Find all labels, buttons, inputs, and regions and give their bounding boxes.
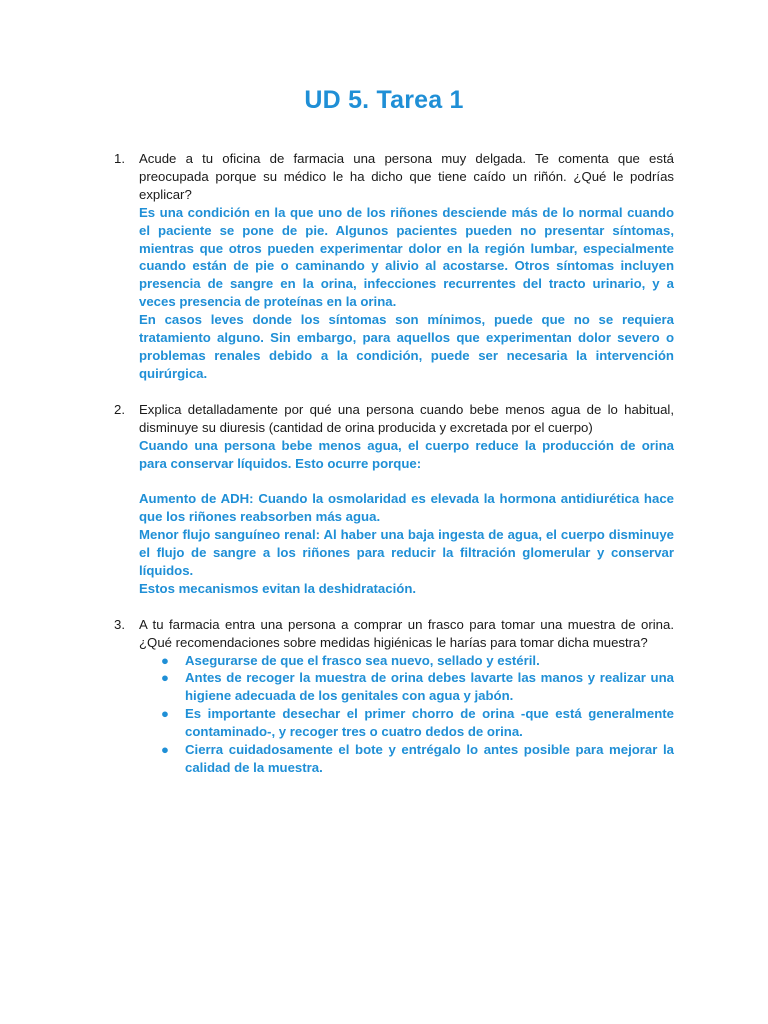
list-item <box>161 669 674 705</box>
blank-line <box>139 472 674 490</box>
list-item-text: Antes de recoger la muestra de orina debes lavarte las manos y realizar una higiene adecuada de los genitales con agua y jabón. <box>185 670 674 704</box>
list-item <box>161 652 674 670</box>
bullet-icon: ● <box>161 670 169 686</box>
document-title: UD 5. Tarea 1 <box>304 86 464 114</box>
list-item-text: Asegurarse de que el frasco sea nuevo, sellado y estéril. <box>185 652 540 668</box>
question-text: A tu farmacia entra una persona a comprar un frasco para tomar una muestra de orina. ¿Qué recomendaciones sobre medidas higiénicas le harías para tomar dicha muestra? <box>139 616 674 650</box>
question-number: 1. <box>114 151 125 166</box>
question-item-3 <box>114 616 674 777</box>
answer-paragraph: Cuando una persona bebe menos agua, el cuerpo reduce la producción de orina para conservar líquidos. Esto ocurre porque: <box>139 437 674 471</box>
answer-paragraph: Es una condición en la que uno de los riñones desciende más de lo normal cuando el paciente se pone de pie. Algunos pacientes pueden no presentar síntomas, mientras que otros pueden experimentar dolor en la región lumbar, especialmente cuando están de pie o caminando y alivio al acostarse. Otros síntomas incluyen presencia de sangre en la orina, infecciones recurrentes del tracto urinario, y a veces presencia de proteínas en la orina. <box>139 204 674 310</box>
list-item <box>161 705 674 741</box>
question-number: 3. <box>114 616 125 632</box>
answer-paragraph: Aumento de ADH: Cuando la osmolaridad es elevada la hormona antidiurética hace que los riñones reabsorben más agua. <box>139 491 674 525</box>
answer-paragraph: En casos leves donde los síntomas son mínimos, puede que no se requiera tratamiento alguno. Sin embargo, para aquellos que experimentan dolor severo o problemas renales debido a la condición, puede ser necesaria la intervención quirúrgica. <box>139 312 674 381</box>
question-text: Acude a tu oficina de farmacia una persona muy delgada. Te comenta que está preocupada porque su médico le ha dicho que tiene caído un riñón. ¿Qué le podrías explicar? <box>139 151 674 202</box>
bullet-icon: ● <box>161 742 169 758</box>
list-item-text: Cierra cuidadosamente el bote y entrégalo lo antes posible para mejorar la calidad de la muestra. <box>185 742 674 775</box>
questions-list <box>114 150 674 777</box>
question-item-2 <box>114 401 674 598</box>
answer-paragraph: Estos mecanismos evitan la deshidratación. <box>139 580 417 596</box>
question-item-1 <box>114 150 674 383</box>
bullet-icon: ● <box>161 652 169 668</box>
list-item <box>161 741 674 777</box>
question-text: Explica detalladamente por qué una persona cuando bebe menos agua de lo habitual, disminuye su diuresis (cantidad de orina producida y excretada por el cuerpo) <box>139 401 674 435</box>
bullet-icon: ● <box>161 706 169 722</box>
recommendations-list <box>139 652 674 777</box>
question-number: 2. <box>114 401 125 417</box>
answer-paragraph: Menor flujo sanguíneo renal: Al haber una baja ingesta de agua, el cuerpo disminuye el flujo de sangre a los riñones para reducir la filtración glomerular y conservar líquidos. <box>139 527 674 578</box>
list-item-text: Es importante desechar el primer chorro de orina -que está generalmente contaminado-, y recoger tres o cuatro dedos de orina. <box>185 706 674 740</box>
